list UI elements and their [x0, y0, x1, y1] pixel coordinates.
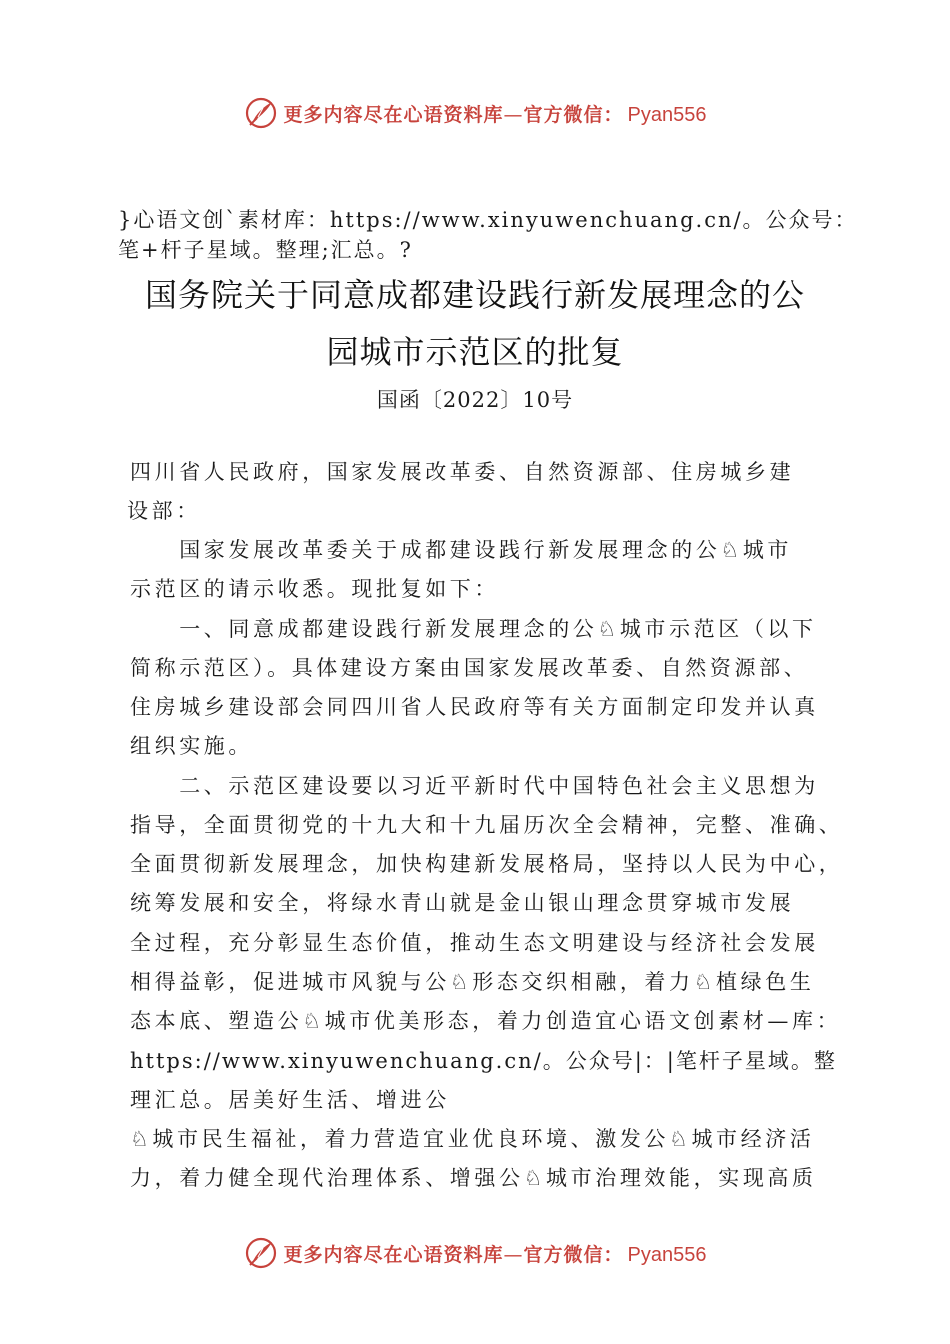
- banner-text: 更多内容尽在心语资料库—官方微信： Pyan556: [283, 1243, 707, 1266]
- source-note-line-2: 笔+杆子星域。整理;汇总。?: [118, 238, 413, 262]
- body-line: ♘城市民生福祉，着力营造宜业优良环境、激发公♘城市经济活: [130, 1127, 815, 1151]
- body-line: 理汇总。居美好生活、增进公: [130, 1088, 450, 1112]
- body-line: 指导，全面贯彻党的十九大和十九届历次全会精神，完整、准确、: [130, 813, 844, 837]
- body-line: 二、示范区建设要以习近平新时代中国特色社会主义思想为: [130, 774, 819, 798]
- body-line: 简称示范区）。具体建设方案由国家发展改革委、自然资源部、: [130, 656, 809, 680]
- body-line: 态本底、塑造公♘城市优美形态，着力创造宜心语文创素材—库：: [130, 1009, 842, 1033]
- quill-pen-logo-icon: [244, 1236, 278, 1270]
- body-line: 统筹发展和安全，将绿水青山就是金山银山理念贯穿城市发展: [130, 891, 795, 915]
- body-line: 组织实施。: [130, 734, 253, 758]
- body-line: 示范区的请示收悉。现批复如下：: [130, 577, 499, 601]
- footer-banner: [0, 1233, 950, 1273]
- body-line: 四川省人民政府，国家发展改革委、自然资源部、住房城乡建: [130, 460, 795, 484]
- body-line: 设部：: [127, 499, 201, 523]
- document-title-line-1: 国务院关于同意成都建设践行新发展理念的公: [144, 276, 805, 314]
- body-line: 国家发展改革委关于成都建设践行新发展理念的公♘城市: [130, 538, 793, 562]
- body-line: 全过程，充分彰显生态价值，推动生态文明建设与经济社会发展: [130, 931, 819, 955]
- body-line: 一、同意成都建设践行新发展理念的公♘城市示范区（以下: [130, 617, 817, 641]
- body-line: 力，着力健全现代治理体系、增强公♘城市治理效能，实现高质: [130, 1166, 817, 1190]
- body-line: https://www.xinyuwenchuang.cn/。公众号|：|笔杆子星域。整: [130, 1049, 837, 1073]
- document-number: 国函〔2022〕10号: [376, 388, 574, 412]
- wechat-handle: Pyan556: [627, 1243, 707, 1266]
- header-banner: [0, 93, 950, 133]
- document-title-line-2: 园城市示范区的批复: [326, 333, 624, 371]
- source-note-line-1: }心语文创`素材库：https://www.xinyuwenchuang.cn/。公众号：: [118, 208, 858, 232]
- quill-pen-logo-icon: [244, 96, 278, 130]
- banner-text: 更多内容尽在心语资料库—官方微信： Pyan556: [283, 103, 707, 126]
- body-line: 全面贯彻新发展理念，加快构建新发展格局，坚持以人民为中心，: [130, 852, 844, 876]
- wechat-handle: Pyan556: [627, 103, 707, 126]
- body-line: 住房城乡建设部会同四川省人民政府等有关方面制定印发并认真: [130, 695, 819, 719]
- body-line: 相得益彰，促进城市风貌与公♘形态交织相融，着力♘植绿色生: [130, 970, 815, 994]
